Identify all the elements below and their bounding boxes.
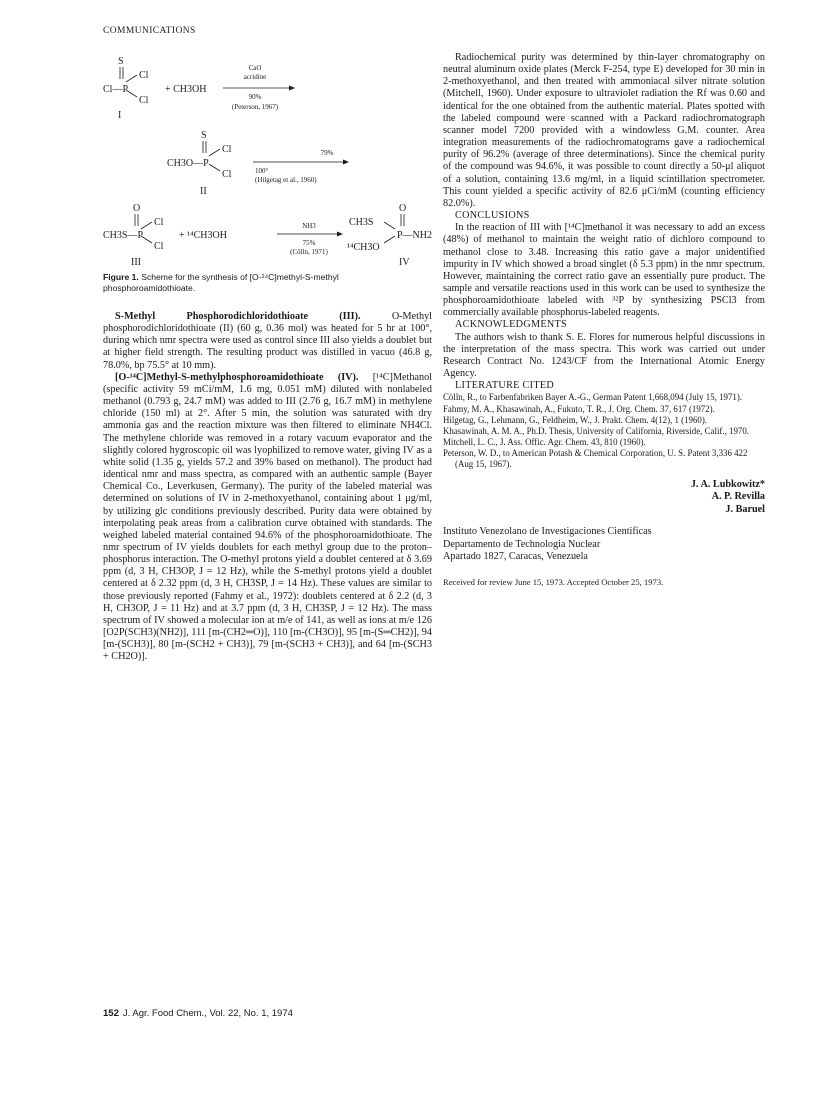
author-list [443, 479, 765, 517]
left-column [103, 311, 432, 664]
reference-item: Cölln, R., to Farbenfabriken Bayer A.-G., German Patent 1,668,094 (July 15, 1971). [443, 392, 742, 403]
journal-citation: J. Agr. Food Chem., Vol. 22, No. 1, 1974 [122, 1008, 293, 1019]
reference-item: Fahmy, M. A., Khasawinah, A., Fukuto, T. R., J. Org. Chem. 37, 617 (1972). [443, 403, 715, 414]
scheme-II-left: CH3O—P [167, 158, 209, 169]
scheme-r2-cond-3: (Hilgetag et al., 1960) [255, 176, 317, 184]
reference-item: Mitchell, L. C., J. Ass. Offic. Agr. Chem. 43, 810 (1960). [443, 437, 646, 448]
reference-item: Peterson, W. D., to American Potash & Chemical Corporation, U. S. Patent 3,336 422 (Aug 15, 1967). [443, 448, 748, 469]
figure-caption [103, 272, 433, 293]
scheme-II-cl-top: Cl [222, 144, 232, 155]
scheme-II-cl-bot: Cl [222, 169, 232, 180]
heading-III: S-Methyl Phosphorodichloridothioate (III). [115, 311, 361, 322]
author: J. Baruel [725, 503, 765, 515]
scheme-r1-cond-3: 90% [248, 93, 262, 101]
paragraph-III: S-Methyl Phosphorodichloridothioate (III). O-Methyl phosphorodichloridothioate (II) (60 g, 0.36 mol) was heated for 5 hr at 100°, during which nmr spectra were used as control since III also yields a doublet but at higher field strength. The resulting product was distilled in vacuo (46.8 g, 78.0%, bp 75.5° at 10 mm). [103, 311, 432, 371]
scheme-III-cl-bot: Cl [154, 241, 164, 252]
paragraph-acknowledgments: The authors wish to thank S. E. Flores for numerous helpful discussions in the interpretation of the mass spectra. This work was carried out under Research Contract No. 1243/CF from the International Atomic Energy Agency. [443, 331, 765, 380]
page-number: 152 [103, 1008, 119, 1019]
heading-acknowledgments: ACKNOWLEDGMENTS [455, 319, 568, 331]
heading-conclusions: CONCLUSIONS [455, 210, 530, 222]
scheme-III-left: CH3S—P [103, 230, 144, 241]
scheme-r1-cond-2: acridine [243, 73, 267, 81]
scheme-III-cl-top: Cl [154, 217, 164, 228]
scheme-IV-right: P—NH2 [397, 230, 433, 241]
institution: Instituto Venezolano de Investigaciones Cientificas Departamento de Technologia Nuclear Apartado 1827, Caracas, Venezuela [443, 526, 652, 563]
running-header: COMMUNICATIONS [103, 26, 196, 36]
paragraph-radiochem: Radiochemical purity was determined by thin-layer chromatography on neutral aluminum oxide plates (Merck F-254, type E) developed for 30 min in 2-methoxyethanol, and then treated with ammoniacal silver nitrate solution (Mitchell, 1960). Under exposure to ultraviolet radiation the Rf was 0.60 and identical for the one obtained from the authentic material. Plates spotted with the labeled compound were scanned with a Packard radiochromatograph scanner model 7200 provided with a windowless G.M. counter. Area integration measurements of the radiochromatograms gave a radiochemical purity of 96.2% (average of three determinations). Since the chemical purity of the compound was 94.6%, it was possible to count directly a 50-μl aliquot of a solution, containing 13.6 mg/ml, in a liquid scintillation spectrometer. This count yielded a specific activity of 82.6 μCi/mM (counting efficiency 82.0%). [443, 52, 765, 209]
scheme-r3-plus: + ¹⁴CH3OH [179, 230, 227, 241]
scheme-II-s: S [201, 130, 207, 141]
synthesis-scheme [103, 52, 433, 267]
reference-item: Khasawinah, A. M. A., Ph.D. Thesis, University of California, Riverside, Calif., 1970. [443, 425, 749, 436]
author: J. A. Lubkowitz* [690, 478, 765, 490]
figure-label: Figure 1. [103, 272, 139, 282]
paragraph-IV: [O-¹⁴C]Methyl-S-methylphosphoroamidothioate (IV). [¹⁴C]Methanol (specific activity 59 mCi/mM, 1.6 mg, 0.051 mM) diluted with nonlabeled methanol (0.793 g, 24.7 mM) was added to III (2.76 g, 16.7 mM) in methylene chloride (150 ml) at 2°. After 5 min, the solution was saturated with dry ammonia gas and the reaction mixture was then filtered to eliminate NH4Cl. The methylene chloride was removed in a rotary vacuum evaporator and the slightly colored hygroscopic oil was lyophilized to remove water, giving IV as a white solid (1.35 g, yields 57.2 and 39% based on methanol). The product had identical nmr and mass spectra, as compared with an authentic sample (Bayer Chemical Co., Leverkusen, Germany). The purity of the labeled material was determined on solutions of IV in 2-methoxyethanol, containing about 1 μg/ml, by utilizing glc conditions previously described. Purity data were obtained by interpolating peak areas from a calibration curve obtained with standards. The weighed labeled material contained 94.6% of the phosphoroamidothioate. The nmr spectrum of IV yields doublets for each methyl group due to the proton–phosphorus interaction. The O-methyl protons yield a doublet centered at δ 3.69 ppm (d, 3 H, CH3OP, J = 12 Hz), while the S-methyl protons yield a doublet centered at δ 2.32 ppm (d, 3 H, CH3SP, J = 14 Hz). These values are similar to those previously reported (Fahmy et al., 1972): doublets centered at δ 2.2 (d, 3 H, CH3OP, J = 11 Hz) and at 3.7 ppm (d, 3 H, CH3SP, J = 12 Hz). The mass spectrum of IV showed a molecular ion at m/e of 141, as well as ions at m/e 126 [O2P(SCH3)(NH2)], 111 [m-(CH2═O)], 110 [m-(CH3O)], 95 [m-(S═CH2)], 94 [m-(SCH3)], 80 [m-(SCH2 + CH3)], 79 [m-(SCH3 + CH3)], and 64 [m-(SCH3 + CH2O)]. [103, 371, 432, 663]
scheme-I-cl-top: Cl [139, 70, 149, 81]
reference-item: Hilgetag, G., Lehmann, G., Feldheim, W., J. Prakt. Chem. 4(12), 1 (1960). [443, 414, 707, 425]
scheme-IV-label: IV [399, 257, 410, 267]
right-column [443, 52, 765, 588]
scheme-I-s: S [118, 56, 124, 67]
scheme-IV-bot: ¹⁴CH3O [347, 242, 380, 253]
scheme-IV-o: O [399, 203, 407, 214]
scheme-II-label: II [200, 186, 207, 197]
scheme-r1-plus: + CH3OH [165, 84, 207, 95]
scheme-IV-top: CH3S [349, 217, 374, 228]
heading-literature: LITERATURE CITED [455, 380, 555, 392]
scheme-r3-cond-2: 75% [302, 239, 316, 247]
paragraph-conclusions: In the reaction of III with [¹⁴C]methanol it was necessary to add an excess (48%) of methanol to maintain the weight ratio of dichloro compound to methanol close to 3.48. Increasing this ratio gave a major unidentified impurity in IV which showed a broad singlet (δ 5.3 ppm) in the nmr spectrum. However, maintaining the correct ratio gave an essentially pure product. The sample and versatile reactions used in this work can be used to synthesize the phosphoroamidothioate labeled with ³²P by synthesizing PSCl3 from commercially available phosphorus-labeled reagents. [443, 222, 765, 319]
scheme-r1-cond-1: CaO [248, 64, 262, 72]
scheme-III-o: O [133, 203, 141, 214]
scheme-r2-cond-1: 79% [320, 149, 334, 157]
scheme-r3-cond-1: NH3 [302, 222, 316, 230]
scheme-I-label: I [118, 110, 122, 121]
scheme-I-cl-bot: Cl [139, 95, 149, 106]
scheme-I-left: Cl—P [103, 84, 129, 95]
scheme-III-label: III [131, 257, 141, 267]
reference-list [443, 392, 765, 468]
figure-caption-text: Scheme for the synthesis of [O-¹⁴C]methyl-S-methyl phosphoroamidothioate. [103, 272, 339, 293]
author: A. P. Revilla [711, 491, 765, 503]
page-footer [103, 1008, 293, 1019]
scheme-r1-cond-4: (Peterson, 1967) [231, 103, 279, 111]
scheme-r3-cond-3: (Cölln, 1971) [290, 248, 328, 256]
scheme-r2-cond-2: 100° [255, 167, 269, 175]
received-dates: Received for review June 15, 1973. Accepted October 25, 1973. [443, 576, 664, 587]
heading-IV: [O-¹⁴C]Methyl-S-methylphosphoroamidothioate (IV). [115, 371, 359, 383]
